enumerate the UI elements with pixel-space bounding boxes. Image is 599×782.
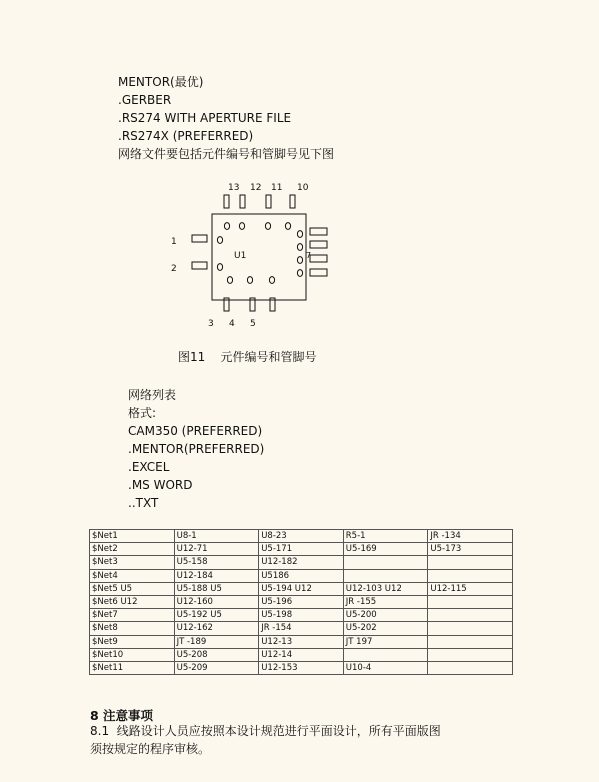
table-cell: $Net8 xyxy=(90,622,175,635)
table-row xyxy=(90,543,513,556)
pin-right-c xyxy=(310,255,327,262)
section-paragraph-line2: 须按规定的程序审核。 xyxy=(90,742,211,756)
table-cell xyxy=(428,609,513,622)
table-cell: U5186 xyxy=(259,569,344,582)
pin-label-13: 13 xyxy=(228,183,240,193)
table-cell: $Net9 xyxy=(90,635,175,648)
table-cell: U5-169 xyxy=(343,543,428,556)
netlist-title: 网络列表 xyxy=(128,388,177,402)
table-row xyxy=(90,661,513,674)
pad xyxy=(297,244,302,251)
table-row xyxy=(90,569,513,582)
pin-right-a xyxy=(310,228,327,235)
table-row xyxy=(90,648,513,661)
pad xyxy=(227,277,232,284)
section-heading: 8 注意事项 xyxy=(90,708,154,723)
netlist-format-label: 格式: xyxy=(128,406,157,420)
format-mentor: MENTOR(最优) xyxy=(118,75,204,89)
table-cell: $Net7 xyxy=(90,609,175,622)
pin-right-d xyxy=(310,269,327,276)
table-cell: R5-1 xyxy=(343,530,428,543)
table-cell: U5-200 xyxy=(343,609,428,622)
pin-label-4: 4 xyxy=(229,319,235,329)
table-row xyxy=(90,622,513,635)
table-cell: $Net2 xyxy=(90,543,175,556)
pin-label-12: 12 xyxy=(250,183,262,193)
table-cell: U12-103 U12 xyxy=(343,582,428,595)
pin-top-12 xyxy=(240,195,245,208)
pad xyxy=(285,223,290,230)
format-rs274: .RS274 WITH APERTURE FILE xyxy=(118,111,292,125)
pad xyxy=(247,277,252,284)
table-cell: U5-198 xyxy=(259,609,344,622)
pin-top-13 xyxy=(224,195,229,208)
netlist-msword: .MS WORD xyxy=(128,478,193,492)
table-cell xyxy=(428,661,513,674)
pad xyxy=(265,223,270,230)
table-cell xyxy=(428,622,513,635)
pin-label-11: 11 xyxy=(271,183,283,193)
table-cell: U5-194 U12 xyxy=(259,582,344,595)
format-gerber: .GERBER xyxy=(118,93,172,107)
table-row xyxy=(90,635,513,648)
table-cell: U12-153 xyxy=(259,661,344,674)
pin-left-2 xyxy=(192,262,207,269)
table-cell: JT 197 xyxy=(343,635,428,648)
pin-label-7: 7 xyxy=(306,251,312,260)
pad xyxy=(297,270,302,277)
table-row xyxy=(90,609,513,622)
table-cell: U12-182 xyxy=(259,556,344,569)
table-cell: JT -189 xyxy=(174,635,259,648)
table-cell xyxy=(343,648,428,661)
pin-right-b xyxy=(310,241,327,248)
pad xyxy=(239,223,244,230)
pin-left-1 xyxy=(192,235,207,242)
table-cell xyxy=(428,556,513,569)
table-cell: U12-162 xyxy=(174,622,259,635)
pad xyxy=(297,257,302,264)
table-cell xyxy=(428,569,513,582)
net-table xyxy=(89,529,513,675)
table-row xyxy=(90,595,513,608)
pad xyxy=(269,277,274,284)
table-cell: U5-171 xyxy=(259,543,344,556)
pin-top-11 xyxy=(266,195,271,208)
netlist-excel: .EXCEL xyxy=(128,460,170,474)
table-cell xyxy=(428,635,513,648)
table-cell xyxy=(343,556,428,569)
pad xyxy=(217,264,222,271)
table-cell xyxy=(428,648,513,661)
net-note: 网络文件要包括元件编号和管脚号见下图 xyxy=(118,147,335,161)
table-cell: U8-23 xyxy=(259,530,344,543)
pin-label-5: 5 xyxy=(250,319,256,329)
pin-label-3: 3 xyxy=(208,319,214,329)
table-cell: $Net6 U12 xyxy=(90,595,175,608)
component-label: U1 xyxy=(234,251,247,261)
table-cell: U5-208 xyxy=(174,648,259,661)
table-cell: $Net11 xyxy=(90,661,175,674)
figure-caption: 图11 元件编号和管脚号 xyxy=(178,350,317,364)
netlist-cam350: CAM350 (PREFERRED) xyxy=(128,424,263,438)
table-cell: JR -134 xyxy=(428,530,513,543)
netlist-txt: ..TXT xyxy=(128,496,159,510)
table-cell: U12-115 xyxy=(428,582,513,595)
table-cell: U12-160 xyxy=(174,595,259,608)
table-cell: U5-158 xyxy=(174,556,259,569)
table-cell: U5-173 xyxy=(428,543,513,556)
pin-top-10 xyxy=(290,195,295,208)
pin-label-10: 10 xyxy=(297,183,309,193)
table-cell: $Net4 xyxy=(90,569,175,582)
pin-label-2: 2 xyxy=(171,264,177,274)
pad xyxy=(297,231,302,238)
pad xyxy=(224,223,229,230)
table-cell: U5-209 xyxy=(174,661,259,674)
table-cell: U5-188 U5 xyxy=(174,582,259,595)
netlist-mentor: .MENTOR(PREFERRED) xyxy=(128,442,265,456)
table-cell xyxy=(343,569,428,582)
table-cell: U12-71 xyxy=(174,543,259,556)
table-cell: $Net10 xyxy=(90,648,175,661)
table-cell xyxy=(428,595,513,608)
component-body xyxy=(212,214,306,300)
section-paragraph-line1: 8.1 线路设计人员应按照本设计规范进行平面设计，所有平面版图 xyxy=(90,724,441,738)
table-cell: U5-196 xyxy=(259,595,344,608)
table-cell: $Net3 xyxy=(90,556,175,569)
table-cell: U5-192 U5 xyxy=(174,609,259,622)
table-row xyxy=(90,556,513,569)
pad xyxy=(217,237,222,244)
format-rs274x: .RS274X (PREFERRED) xyxy=(118,129,254,143)
table-cell: U10-4 xyxy=(343,661,428,674)
pin-label-1: 1 xyxy=(171,237,177,247)
table-row xyxy=(90,582,513,595)
table-cell: U12-184 xyxy=(174,569,259,582)
table-cell: U12-14 xyxy=(259,648,344,661)
table-cell: $Net1 xyxy=(90,530,175,543)
table-cell: JR -155 xyxy=(343,595,428,608)
table-cell: $Net5 U5 xyxy=(90,582,175,595)
table-cell: U12-13 xyxy=(259,635,344,648)
table-cell: JR -154 xyxy=(259,622,344,635)
table-row xyxy=(90,530,513,543)
table-cell: U8-1 xyxy=(174,530,259,543)
table-cell: U5-202 xyxy=(343,622,428,635)
